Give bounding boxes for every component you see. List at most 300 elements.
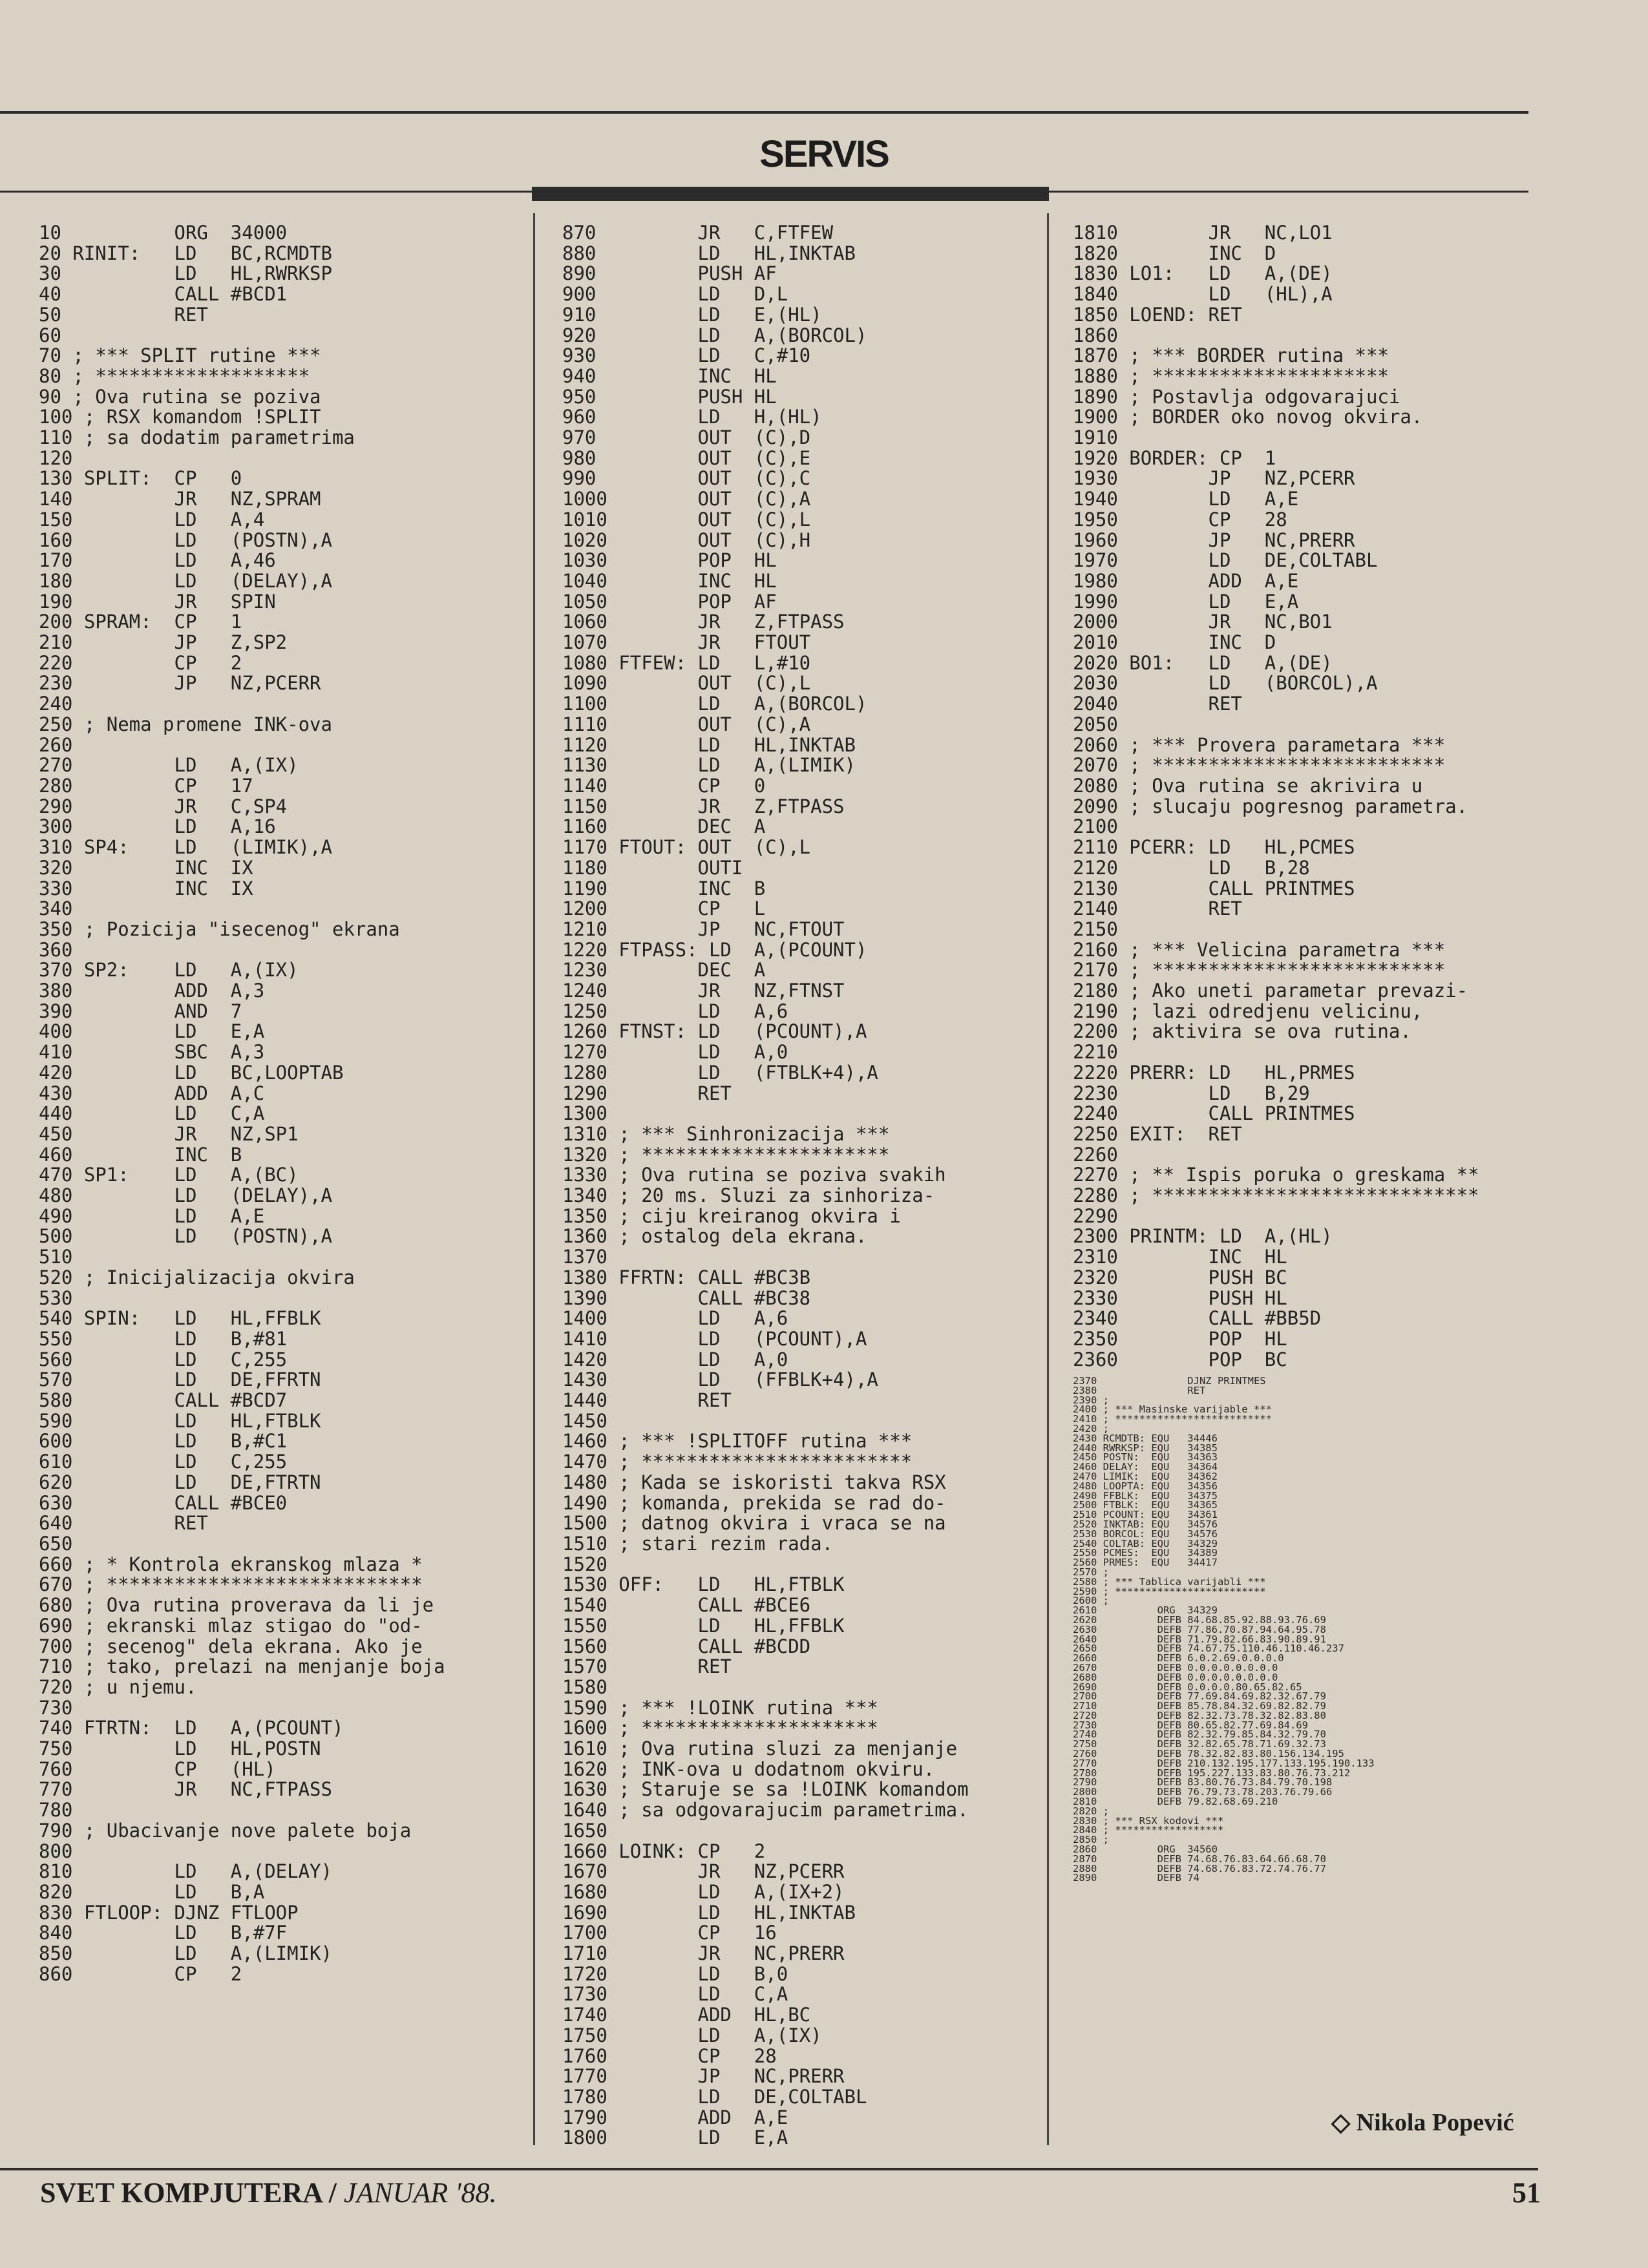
code-line: 1000 OUT (C),A [562, 488, 811, 510]
code-line: 2270 ; ** Ispis poruka o greskama ** [1073, 1164, 1479, 1186]
code-line: 60 [39, 324, 61, 346]
code-line: 1970 LD DE,COLTABL [1073, 549, 1378, 572]
code-line: 500 LD (POSTN),A [39, 1225, 332, 1248]
code-line: 460 INC B [39, 1143, 242, 1166]
code-line: 1750 LD A,(IX) [562, 2024, 822, 2046]
code-line: 590 LD HL,FTBLK [39, 1409, 321, 1432]
code-line: 2070 ; ************************** [1073, 754, 1446, 777]
code-line: 1810 JR NC,LO1 [1073, 222, 1333, 244]
code-line: 2450 POSTN: EQU 34363 [1073, 1451, 1218, 1464]
code-line: 1540 CALL #BCE6 [562, 1594, 811, 1617]
code-line: 420 LD BC,LOOPTAB [39, 1061, 344, 1084]
code-line: 2280 ; ***************************** [1073, 1184, 1479, 1207]
code-line: 2100 [1073, 815, 1118, 838]
code-line: 1140 CP 0 [562, 774, 766, 797]
code-line: 1020 OUT (C),H [562, 529, 811, 551]
code-line: 340 [39, 898, 73, 920]
code-line: 1040 INC HL [562, 569, 777, 592]
code-line: 810 LD A,(DELAY) [39, 1860, 332, 1883]
code-line: 2650 DEFB 74.67.75.110.46.110.46.237 [1073, 1643, 1344, 1655]
code-line: 1880 ; ********************* [1073, 364, 1389, 387]
code-line: 1670 JR NZ,PCERR [562, 1860, 845, 1883]
code-line: 650 [39, 1533, 73, 1555]
code-line: 370 SP2: LD A,(IX) [39, 959, 299, 982]
code-line: 510 [39, 1246, 73, 1268]
code-line: 290 JR C,SP4 [39, 795, 288, 817]
code-line: 1980 ADD A,E [1073, 569, 1299, 592]
code-line: 2590 ; ************************* [1073, 1585, 1266, 1597]
code-line: 1920 BORDER: CP 1 [1073, 446, 1276, 469]
code-line: 2600 ; [1073, 1595, 1109, 1607]
code-line: 2490 FFBLK: EQU 34375 [1073, 1489, 1218, 1502]
code-line: 170 LD A,46 [39, 549, 276, 572]
code-line: 2030 LD (BORCOL),A [1073, 672, 1378, 695]
code-line: 140 JR NZ,SPRAM [39, 488, 321, 510]
code-line: 330 INC IX [39, 877, 253, 899]
code-line: 1950 CP 28 [1073, 508, 1287, 530]
code-line: 1630 ; Staruje se sa !LOINK komandom [562, 1778, 969, 1801]
code-line: 1200 CP L [562, 898, 766, 920]
code-line: 2110 PCERR: LD HL,PCMES [1073, 836, 1355, 859]
code-line: 2260 [1073, 1143, 1118, 1166]
code-line: 400 LD E,A [39, 1020, 265, 1043]
code-line: 910 LD E,(HL) [562, 303, 822, 326]
code-line: 550 LD B,#81 [39, 1327, 288, 1350]
code-line: 1610 ; Ova rutina sluzi za menjanje [562, 1738, 958, 1760]
code-line: 840 LD B,#7F [39, 1922, 288, 1944]
code-line: 2210 [1073, 1041, 1118, 1064]
code-line: 1190 INC B [562, 877, 766, 899]
code-line: 2300 PRINTM: LD A,(HL) [1073, 1225, 1333, 1248]
code-line: 1860 [1073, 324, 1118, 346]
code-line: 2220 PRERR: LD HL,PRMES [1073, 1061, 1355, 1084]
code-line: 1870 ; *** BORDER rutina *** [1073, 344, 1389, 367]
code-line: 200 SPRAM: CP 1 [39, 611, 242, 633]
code-line: 2660 DEFB 6.0.2.69.0.0.0.0 [1073, 1652, 1284, 1664]
code-line: 1380 FFRTN: CALL #BC3B [562, 1266, 811, 1288]
code-line: 1210 JP NC,FTOUT [562, 918, 845, 940]
code-line: 130 SPLIT: CP 0 [39, 467, 242, 490]
code-line: 2830 ; *** RSX kodovi *** [1073, 1814, 1224, 1827]
code-line: 1080 FTFEW: LD L,#10 [562, 651, 811, 674]
code-line: 570 LD DE,FFRTN [39, 1369, 321, 1391]
code-line: 1100 LD A,(BORCOL) [562, 693, 867, 715]
code-line: 940 INC HL [562, 364, 777, 387]
code-line: 2310 INC HL [1073, 1246, 1287, 1268]
code-line: 2240 CALL PRINTMES [1073, 1102, 1355, 1125]
code-line: 2510 PCOUNT: EQU 34361 [1073, 1509, 1218, 1521]
code-line: 870 JR C,FTFEW [562, 222, 834, 244]
code-line: 2540 COLTAB: EQU 34329 [1073, 1537, 1218, 1549]
code-line: 1600 ; ********************* [562, 1717, 878, 1739]
code-line: 2640 DEFB 71.79.82.66.83.90.89.91 [1073, 1633, 1326, 1645]
code-column-3 [1073, 223, 1479, 1370]
code-line: 620 LD DE,FTRTN [39, 1471, 321, 1493]
footer-rule [0, 2168, 1538, 2170]
code-line: 1290 RET [562, 1082, 732, 1104]
code-line: 350 ; Pozicija "isecenog" ekrana [39, 918, 400, 940]
code-line: 1510 ; stari rezim rada. [562, 1533, 834, 1555]
code-line: 1840 LD (HL),A [1073, 283, 1333, 306]
code-line: 1060 JR Z,FTPASS [562, 611, 845, 633]
header-rule-top [0, 111, 1528, 114]
code-line: 1440 RET [562, 1389, 732, 1412]
code-line: 890 PUSH AF [562, 262, 777, 285]
code-line: 1320 ; ********************** [562, 1143, 890, 1166]
code-line: 1450 [562, 1409, 607, 1432]
code-line: 120 [39, 446, 73, 469]
code-line: 750 LD HL,POSTN [39, 1738, 321, 1760]
code-line: 1780 LD DE,COLTABL [562, 2085, 867, 2108]
code-line: 1220 FTPASS: LD A,(PCOUNT) [562, 938, 867, 961]
code-line: 2880 DEFB 74.68.76.83.72.74.76.77 [1073, 1862, 1326, 1874]
code-line: 250 ; Nema promene INK-ova [39, 713, 332, 735]
code-line: 180 LD (DELAY),A [39, 569, 332, 592]
code-line: 2610 ORG 34329 [1073, 1604, 1218, 1617]
code-line: 1340 ; 20 ms. Sluzi za sinhoriza- [562, 1184, 935, 1207]
code-line: 850 LD A,(LIMIK) [39, 1942, 332, 1965]
code-line: 880 LD HL,INKTAB [562, 242, 856, 264]
code-line: 2230 LD B,29 [1073, 1082, 1310, 1104]
issue-date: JANUAR '88. [343, 2177, 497, 2209]
section-title: SERVIS [759, 133, 889, 175]
code-line: 1940 LD A,E [1073, 488, 1299, 510]
magazine-name: SVET KOMPJUTERA / [40, 2177, 344, 2209]
code-line: 2870 DEFB 74.68.76.83.64.66.68.70 [1073, 1853, 1326, 1865]
code-line: 1800 LD E,A [562, 2126, 788, 2149]
code-line: 2120 LD B,28 [1073, 856, 1310, 879]
code-line: 150 LD A,4 [39, 508, 265, 530]
code-line: 720 ; u njemu. [39, 1675, 197, 1698]
code-line: 2130 CALL PRINTMES [1073, 877, 1355, 899]
code-line: 1590 ; *** !LOINK rutina *** [562, 1696, 878, 1719]
code-line: 1620 ; INK-ova u dodatnom okviru. [562, 1758, 935, 1780]
code-line: 2840 ; ****************** [1073, 1824, 1224, 1836]
code-line: 1930 JP NZ,PCERR [1073, 467, 1355, 490]
code-line: 660 ; * Kontrola ekranskog mlaza * [39, 1553, 423, 1575]
code-line: 520 ; Inicijalizacija okvira [39, 1266, 355, 1288]
code-line: 990 OUT (C),C [562, 467, 811, 490]
code-line: 2770 DEFB 210.132.195.177.133.195.190.133 [1073, 1757, 1375, 1769]
code-line: 2390 ; [1073, 1394, 1109, 1406]
code-line: 270 LD A,(IX) [39, 754, 299, 777]
code-line: 490 LD A,E [39, 1204, 265, 1227]
code-line: 390 AND 7 [39, 1000, 242, 1022]
code-line: 1420 LD A,0 [562, 1348, 788, 1370]
code-line: 80 ; ******************* [39, 364, 310, 387]
code-line: 2060 ; *** Provera parametara *** [1073, 733, 1446, 756]
code-line: 1240 JR NZ,FTNST [562, 980, 845, 1002]
code-line: 2020 BO1: LD A,(DE) [1073, 651, 1333, 674]
code-line: 790 ; Ubacivanje nove palete boja [39, 1819, 412, 1842]
code-line: 2170 ; ************************** [1073, 959, 1446, 982]
code-line: 190 JR SPIN [39, 590, 276, 613]
code-line: 160 LD (POSTN),A [39, 529, 332, 551]
code-line: 2360 POP BC [1073, 1348, 1287, 1370]
code-line: 730 [39, 1696, 73, 1719]
code-line: 1900 ; BORDER oko novog okvira. [1073, 406, 1423, 428]
code-line: 670 ; **************************** [39, 1573, 423, 1596]
code-line: 540 SPIN: LD HL,FFBLK [39, 1307, 321, 1330]
code-line: 70 ; *** SPLIT rutine *** [39, 344, 321, 367]
code-line: 1160 DEC A [562, 815, 766, 838]
code-line: 2850 ; [1073, 1834, 1109, 1846]
code-line: 1180 OUTI [562, 856, 743, 879]
code-line: 1390 CALL #BC38 [562, 1286, 811, 1309]
code-line: 2580 ; *** Tablica varijabli *** [1073, 1575, 1266, 1588]
code-line: 2320 PUSH BC [1073, 1266, 1287, 1288]
code-line: 2810 DEFB 79.82.68.69.210 [1073, 1796, 1278, 1808]
code-line: 1910 [1073, 426, 1118, 449]
code-line: 1300 [562, 1102, 607, 1125]
code-line: 1990 LD E,A [1073, 590, 1299, 613]
code-line: 2430 RCMDTB: EQU 34446 [1073, 1432, 1218, 1444]
code-line: 1280 LD (FTBLK+4),A [562, 1061, 878, 1084]
code-line: 860 CP 2 [39, 1962, 242, 1985]
code-line: 1430 LD (FFBLK+4),A [562, 1369, 878, 1391]
code-line: 960 LD H,(HL) [562, 406, 822, 428]
code-line: 1130 LD A,(LIMIK) [562, 754, 856, 777]
code-line: 2350 POP HL [1073, 1327, 1287, 1350]
code-line: 230 JP NZ,PCERR [39, 672, 321, 695]
code-line: 2680 DEFB 0.0.0.0.0.0.0.0 [1073, 1671, 1278, 1683]
code-line: 50 RET [39, 303, 208, 326]
code-line: 2460 DELAY: EQU 34364 [1073, 1461, 1218, 1473]
code-line: 700 ; secenog" dela ekrana. Ako je [39, 1635, 423, 1657]
code-line: 240 [39, 693, 73, 715]
code-line: 2420 ; [1073, 1422, 1109, 1434]
code-line: 2530 BORCOL: EQU 34576 [1073, 1528, 1218, 1540]
code-line: 1650 [562, 1819, 607, 1842]
code-line: 2760 DEFB 78.32.82.83.80.156.134.195 [1073, 1748, 1344, 1760]
code-line: 2710 DEFB 85.78.84.32.69.82.82.79 [1073, 1700, 1326, 1712]
code-line: 1760 CP 28 [562, 2044, 777, 2067]
code-line: 2670 DEFB 0.0.0.0.0.0.0.0 [1073, 1661, 1278, 1674]
code-column-1 [39, 223, 445, 1984]
code-line: 1400 LD A,6 [562, 1307, 788, 1330]
code-line: 1230 DEC A [562, 959, 766, 982]
code-line: 2630 DEFB 77.86.70.87.94.64.95.78 [1073, 1623, 1326, 1635]
code-line: 310 SP4: LD (LIMIK),A [39, 836, 332, 859]
code-line: 1470 ; ************************ [562, 1451, 913, 1473]
code-line: 430 ADD A,C [39, 1082, 265, 1104]
code-line: 1090 OUT (C),L [562, 672, 811, 695]
code-line: 830 FTLOOP: DJNZ FTLOOP [39, 1901, 299, 1924]
code-line: 1260 FTNST: LD (PCOUNT),A [562, 1020, 867, 1043]
code-line: 2750 DEFB 32.82.65.78.71.69.32.73 [1073, 1738, 1326, 1750]
code-line: 10 ORG 34000 [39, 222, 288, 244]
code-line: 2440 RWRKSP: EQU 34385 [1073, 1442, 1218, 1454]
code-line: 1580 [562, 1675, 607, 1698]
code-line: 2470 LIMIK: EQU 34362 [1073, 1470, 1218, 1482]
code-line: 40 CALL #BCD1 [39, 283, 288, 306]
code-line: 680 ; Ova rutina proverava da li je [39, 1594, 434, 1617]
code-line: 1410 LD (PCOUNT),A [562, 1327, 867, 1350]
code-line: 1770 JP NC,PRERR [562, 2065, 845, 2088]
code-line: 2550 PCMES: EQU 34389 [1073, 1547, 1218, 1559]
code-line: 2410 ; ************************** [1073, 1413, 1272, 1425]
code-line: 2560 PRMES: EQU 34417 [1073, 1557, 1218, 1569]
code-line: 1830 LO1: LD A,(DE) [1073, 262, 1333, 285]
code-line: 20 RINIT: LD BC,RCMDTB [39, 242, 332, 264]
code-line: 2010 INC D [1073, 631, 1276, 654]
code-line: 110 ; sa dodatim parametrima [39, 426, 355, 449]
footer-magazine [40, 2176, 497, 2209]
code-line: 450 JR NZ,SP1 [39, 1122, 299, 1145]
code-line: 2160 ; *** Velicina parametra *** [1073, 938, 1446, 961]
code-line: 560 LD C,255 [39, 1348, 288, 1370]
code-line: 2080 ; Ova rutina se akrivira u [1073, 774, 1423, 797]
code-line: 2740 DEFB 82.32.79.85.84.32.79.70 [1073, 1728, 1326, 1741]
code-line: 2730 DEFB 80.65.82.77.69.84.69 [1073, 1719, 1308, 1731]
code-line: 2150 [1073, 918, 1118, 940]
code-line: 1310 ; *** Sinhronizacija *** [562, 1122, 890, 1145]
code-line: 410 SBC A,3 [39, 1041, 265, 1064]
code-line: 2400 ; *** Masinske varijable *** [1073, 1403, 1272, 1416]
code-column-2 [562, 223, 969, 2148]
code-line: 1460 ; *** !SPLITOFF rutina *** [562, 1430, 913, 1453]
code-line: 2800 DEFB 76.79.73.78.203.76.79.66 [1073, 1786, 1333, 1798]
code-line: 1740 ADD HL,BC [562, 2004, 811, 2026]
code-column-3-small-print [1073, 1376, 1375, 1883]
code-line: 30 LD HL,RWRKSP [39, 262, 332, 285]
code-line: 2700 DEFB 77.69.84.69.82.32.67.79 [1073, 1690, 1326, 1703]
code-line: 610 LD C,255 [39, 1451, 288, 1473]
code-line: 1890 ; Postavlja odgovarajuci [1073, 385, 1400, 408]
code-line: 740 FTRTN: LD A,(PCOUNT) [39, 1717, 344, 1739]
code-line: 1640 ; sa odgovarajucim parametrima. [562, 1799, 969, 1822]
code-line: 710 ; tako, prelazi na menjanje boja [39, 1655, 445, 1678]
code-line: 2500 FTBLK: EQU 34365 [1073, 1499, 1218, 1511]
code-line: 580 CALL #BCD7 [39, 1389, 288, 1412]
code-line: 530 [39, 1286, 73, 1309]
code-line: 1010 OUT (C),L [562, 508, 811, 530]
code-line: 760 CP (HL) [39, 1758, 276, 1780]
code-line: 1370 [562, 1246, 607, 1268]
code-line: 440 LD C,A [39, 1102, 265, 1125]
code-line: 1480 ; Kada se iskoristi takva RSX [562, 1471, 946, 1493]
header-dark-bar [532, 187, 1049, 201]
code-line: 2290 [1073, 1204, 1118, 1227]
code-line: 2140 RET [1073, 898, 1242, 920]
code-line: 2380 RET [1073, 1384, 1206, 1396]
code-line: 970 OUT (C),D [562, 426, 811, 449]
code-line: 320 INC IX [39, 856, 253, 879]
page-number: 51 [1512, 2177, 1541, 2209]
code-line: 930 LD C,#10 [562, 344, 811, 367]
code-line: 2780 DEFB 195.227.133.83.80.76.73.212 [1073, 1767, 1351, 1779]
code-line: 90 ; Ova rutina se poziva [39, 385, 321, 408]
code-line: 2570 ; [1073, 1566, 1109, 1578]
code-line: 1560 CALL #BCDD [562, 1635, 811, 1657]
code-line: 640 RET [39, 1512, 208, 1535]
code-line: 1520 [562, 1553, 607, 1575]
code-line: 1700 CP 16 [562, 1922, 777, 1944]
code-line: 1570 RET [562, 1655, 732, 1678]
code-line: 2000 JR NC,BO1 [1073, 611, 1333, 633]
code-line: 1730 LD C,A [562, 1983, 788, 2006]
code-line: 1150 JR Z,FTPASS [562, 795, 845, 817]
code-line: 900 LD D,L [562, 283, 788, 306]
code-line: 2200 ; aktivira se ova rutina. [1073, 1020, 1411, 1043]
code-line: 980 OUT (C),E [562, 446, 811, 469]
code-line: 1330 ; Ova rutina se poziva svakih [562, 1164, 946, 1186]
code-line: 1050 POP AF [562, 590, 777, 613]
code-line: 1790 ADD A,E [562, 2106, 788, 2128]
code-line: 1120 LD HL,INKTAB [562, 733, 856, 756]
code-line: 300 LD A,16 [39, 815, 276, 838]
code-line: 1690 LD HL,INKTAB [562, 1901, 856, 1924]
code-line: 210 JP Z,SP2 [39, 631, 288, 654]
code-line: 1960 JP NC,PRERR [1073, 529, 1355, 551]
code-line: 2090 ; slucaju pogresnog parametra. [1073, 795, 1468, 817]
code-line: 1030 POP HL [562, 549, 777, 572]
code-line: 2860 ORG 34560 [1073, 1843, 1218, 1856]
code-line: 770 JR NC,FTPASS [39, 1778, 332, 1801]
code-line: 2340 CALL #BB5D [1073, 1307, 1322, 1330]
code-line: 1170 FTOUT: OUT (C),L [562, 836, 811, 859]
code-line: 1250 LD A,6 [562, 1000, 788, 1022]
code-line: 1550 LD HL,FFBLK [562, 1614, 845, 1637]
code-line: 1110 OUT (C),A [562, 713, 811, 735]
code-line: 1350 ; ciju kreiranog okvira i [562, 1204, 901, 1227]
code-line: 1530 OFF: LD HL,FTBLK [562, 1573, 845, 1596]
code-line: 1850 LOEND: RET [1073, 303, 1242, 326]
code-line: 2330 PUSH HL [1073, 1286, 1287, 1309]
code-line: 1270 LD A,0 [562, 1041, 788, 1064]
code-line: 2720 DEFB 82.32.73.78.32.82.83.80 [1073, 1709, 1326, 1721]
code-line: 100 ; RSX komandom !SPLIT [39, 406, 321, 428]
code-line: 470 SP1: LD A,(BC) [39, 1164, 299, 1186]
code-line: 380 ADD A,3 [39, 980, 265, 1002]
code-line: 2180 ; Ako uneti parametar prevazi- [1073, 980, 1468, 1002]
code-line: 2040 RET [1073, 693, 1242, 715]
code-line: 1660 LOINK: CP 2 [562, 1840, 766, 1862]
code-line: 1820 INC D [1073, 242, 1276, 264]
code-line: 2190 ; lazi odredjenu velicinu, [1073, 1000, 1423, 1022]
code-line: 2690 DEFB 0.0.0.0.80.65.82.65 [1073, 1681, 1302, 1693]
code-line: 780 [39, 1799, 73, 1822]
code-line: 2620 DEFB 84.68.85.92.88.93.76.69 [1073, 1613, 1326, 1626]
code-line: 260 [39, 733, 73, 756]
column-separator-2 [1047, 213, 1049, 2145]
code-line: 360 [39, 938, 73, 961]
code-line: 690 ; ekranski mlaz stigao do "od- [39, 1614, 423, 1637]
code-line: 1680 LD A,(IX+2) [562, 1880, 845, 1903]
code-line: 480 LD (DELAY),A [39, 1184, 332, 1207]
code-line: 1720 LD B,0 [562, 1962, 788, 1985]
code-line: 2480 LOOPTA: EQU 34356 [1073, 1480, 1218, 1492]
code-line: 220 CP 2 [39, 651, 242, 674]
column-separator-1 [533, 213, 535, 2145]
code-line: 2790 DEFB 83.80.76.73.84.79.70.198 [1073, 1776, 1333, 1789]
code-line: 1360 ; ostalog dela ekrana. [562, 1225, 867, 1248]
code-line: 820 LD B,A [39, 1880, 265, 1903]
code-line: 280 CP 17 [39, 774, 253, 797]
code-line: 2820 ; [1073, 1805, 1109, 1817]
code-line: 600 LD B,#C1 [39, 1430, 288, 1453]
author-byline: ◇ Nikola Popević [1331, 2109, 1514, 2136]
code-line: 800 [39, 1840, 73, 1862]
code-line: 2520 INKTAB: EQU 34576 [1073, 1518, 1218, 1530]
code-line: 1490 ; komanda, prekida se rad do- [562, 1491, 946, 1514]
code-line: 2250 EXIT: RET [1073, 1122, 1242, 1145]
code-line: 2370 DJNZ PRINTMES [1073, 1375, 1266, 1387]
code-line: 1070 JR FTOUT [562, 631, 811, 654]
code-line: 630 CALL #BCE0 [39, 1491, 288, 1514]
code-line: 2050 [1073, 713, 1118, 735]
code-line: 1710 JR NC,PRERR [562, 1942, 845, 1965]
